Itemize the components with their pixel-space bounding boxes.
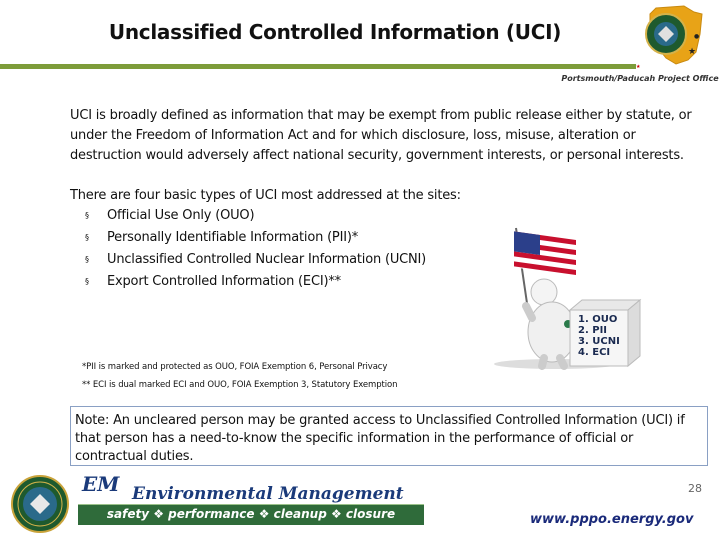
doe-seal-ohio-map-logo [636,4,706,70]
sign-line: 3. UCNI [578,336,620,347]
figure-sign [578,314,638,358]
bullet-marker: § [85,255,89,264]
sign-line: 2. PII [578,325,608,336]
em-logo: EM [82,472,120,496]
types-intro: There are four basic types of UCI most addressed at the sites: [70,188,461,203]
em-title: Environmental Management [132,484,404,504]
list-item-text: Export Controlled Information (ECI)** [107,274,341,289]
sign-line: 1. OUO [578,314,618,325]
footnote: *PII is marked and protected as OUO, FOIA Exemption 6, Personal Privacy [82,362,388,372]
bullet-marker: § [85,211,89,220]
tagline: safety ❖ performance ❖ cleanup ❖ closure [106,507,396,521]
page-number: 28 [688,482,702,495]
header-rule [0,64,636,69]
intro-paragraph: UCI is broadly defined as information that may be exempt from public release either by statute, or under the Freedom of Information Act and for which disclosure, loss, misuse, alteration or destruction would adversely affect national security, government interests, or personal interests. [70,108,692,163]
office-caption: Portsmouth/Paducah Project Office [561,74,719,83]
note-box [70,406,708,466]
bullet-marker: § [85,233,89,242]
footnote: ** ECI is dual marked ECI and OUO, FOIA Exemption 3, Statutory Exemption [82,380,398,390]
sign-line: 4. ECI [578,347,611,358]
list-item-text: Unclassified Controlled Nuclear Information (UCNI) [107,252,427,267]
bullet-marker: § [85,277,89,286]
list-item-text: Personally Identifiable Information (PII)* [107,230,359,245]
tagline-bar [78,504,424,525]
footer-url: www.pppo.energy.gov [530,512,694,527]
svg-text:★: ★ [688,47,697,57]
list-item-text: Official Use Only (OUO) [107,208,255,223]
doe-seal-icon [10,474,70,534]
slide-title: Unclassified Controlled Information (UCI) [108,20,562,44]
note-text: Note: An uncleared person may be granted access to Unclassified Controlled Information (UCI) if that person has a need-to-know the specific information in the performance of official or contractual duties. [75,413,685,464]
svg-text:●: ● [694,33,700,40]
svg-text:★: ★ [636,64,641,70]
